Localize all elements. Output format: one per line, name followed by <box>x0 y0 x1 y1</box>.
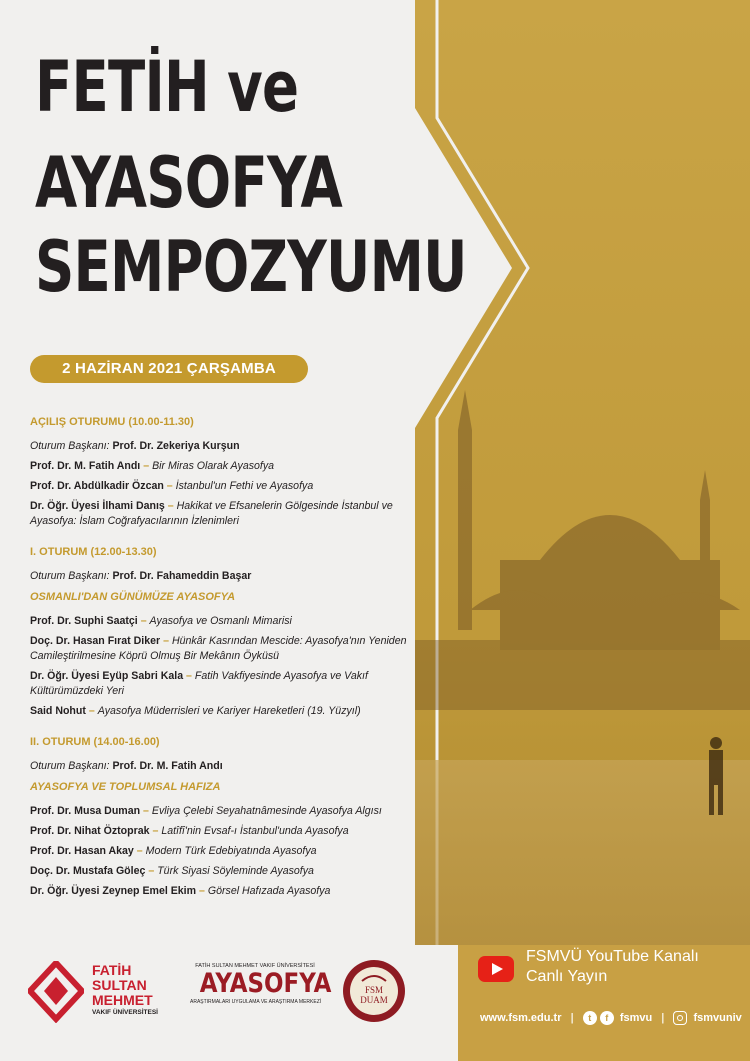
divider: | <box>661 1011 665 1024</box>
youtube-icon[interactable] <box>478 956 514 982</box>
duam-text <box>342 985 406 1005</box>
talk-title: Hünkâr Kasrından Mescide: Ayasofya'nın Yeniden Camileştirilmesine Köprü Olmuş Bir Mekânın Öyküsü <box>30 635 407 662</box>
talk-speaker: Prof. Dr. Suphi Saatçi <box>30 615 138 627</box>
session-1-title: I. OTURUM (12.00-13.30) <box>30 546 157 558</box>
talk-speaker: Dr. Öğr. Üyesi İlhami Danış <box>30 500 165 512</box>
talk-speaker: Prof. Dr. Nihat Öztoprak <box>30 825 150 837</box>
dash: – <box>143 460 150 472</box>
fsm-duam-logo <box>342 959 406 1023</box>
session-1-chair <box>30 569 415 584</box>
talk-row <box>30 704 415 719</box>
title-line-3: SEMPOZYUMU <box>35 226 467 308</box>
chair-name: Prof. Dr. Fahameddin Başar <box>112 570 252 582</box>
session-2-title: II. OTURUM (14.00-16.00) <box>30 736 160 748</box>
session-2-chair <box>30 759 415 774</box>
talk-row <box>30 844 415 859</box>
talk-row <box>30 804 415 819</box>
instagram-icon[interactable] <box>673 1011 687 1025</box>
talk-speaker: Doç. Dr. Mustafa Göleç <box>30 865 146 877</box>
website-link[interactable]: www.fsm.edu.tr <box>480 1011 562 1024</box>
talk-row <box>30 824 415 839</box>
dash: – <box>140 615 147 627</box>
duam-line-2: DUAM <box>360 995 388 1005</box>
session-0-title: AÇILIŞ OTURUMU (10.00-11.30) <box>30 416 194 428</box>
talk-row <box>30 669 415 699</box>
talk-row <box>30 459 415 474</box>
session-2-subtitle: AYASOFYA VE TOPLUMSAL HAFIZA <box>30 781 221 793</box>
talk-speaker: Dr. Öğr. Üyesi Zeynep Emel Ekim <box>30 885 197 897</box>
talk-row <box>30 864 415 879</box>
talk-speaker: Said Nohut <box>30 705 86 717</box>
dash: – <box>136 845 143 857</box>
chair-label: Oturum Başkanı: <box>30 570 110 582</box>
twitter-icon[interactable]: t <box>583 1011 597 1025</box>
title-line-2: AYASOFYA <box>35 142 342 224</box>
talk-row <box>30 499 415 529</box>
date-badge: 2 HAZİRAN 2021 ÇARŞAMBA <box>30 355 308 383</box>
dash: – <box>143 805 149 817</box>
fsm-word-2: SULTAN <box>92 977 147 993</box>
dash: – <box>152 825 159 837</box>
talk-title: Görsel Hafızada Ayasofya <box>207 885 331 897</box>
talk-speaker: Dr. Öğr. Üyesi Eyüp Sabri Kala <box>30 670 184 682</box>
ayasofya-main-text: AYASOFYA <box>199 968 332 999</box>
dash: – <box>163 635 169 647</box>
talk-speaker: Prof. Dr. Musa Duman <box>30 805 141 817</box>
dash: – <box>88 705 95 717</box>
youtube-live-label: Canlı Yayın <box>526 968 608 985</box>
dash: – <box>167 500 174 512</box>
chair-name: Prof. Dr. M. Fatih Andı <box>112 760 223 772</box>
talk-row <box>30 479 415 494</box>
chair-label: Oturum Başkanı: <box>30 760 110 772</box>
title-line-1: FETİH ve <box>35 46 299 128</box>
social-row <box>480 1011 742 1025</box>
chair-name: Prof. Dr. Zekeriya Kurşun <box>112 440 240 452</box>
program <box>30 415 415 904</box>
talk-row <box>30 884 415 899</box>
talk-title: Ayasofya ve Osmanlı Mimarisi <box>149 615 292 627</box>
talk-speaker: Prof. Dr. Hasan Akay <box>30 845 134 857</box>
session-0-chair <box>30 439 415 454</box>
dash: – <box>148 865 155 877</box>
session-1-subtitle: OSMANLI'DAN GÜNÜMÜZE AYASOFYA <box>30 591 236 603</box>
dash: – <box>186 670 192 682</box>
ayasofya-center-logo <box>190 963 332 1023</box>
fsm-emblem-icon <box>28 961 84 1023</box>
chair-label: Oturum Başkanı: <box>30 440 110 452</box>
talk-title: Bir Miras Olarak Ayasofya <box>152 460 275 472</box>
talk-title: Latîfî'nin Evsaf-ı İstanbul'unda Ayasofya <box>161 825 349 837</box>
divider: | <box>570 1011 574 1024</box>
talk-speaker: Prof. Dr. Abdülkadir Özcan <box>30 480 164 492</box>
talk-title: Hakikat ve Efsanelerin Gölgesinde İstanbul ve Ayasofya: İslam Coğrafyacılarının İzlenimleri <box>30 500 393 527</box>
handle-fsmvuniv[interactable]: fsmvuniv <box>693 1011 742 1024</box>
facebook-icon[interactable]: f <box>600 1011 614 1025</box>
dash: – <box>199 885 205 897</box>
talk-title: Fatih Vakfiyesinde Ayasofya ve Vakıf Kültürümüzdeki Yeri <box>30 670 368 697</box>
fsm-word-3: MEHMET <box>92 992 153 1008</box>
talk-row <box>30 614 415 629</box>
ground-area <box>415 760 750 945</box>
fsm-word-1: FATİH <box>92 962 132 978</box>
ayasofya-top-text: FATİH SULTAN MEHMET VAKIF ÜNİVERSİTESİ <box>195 963 315 969</box>
fsm-university-logo <box>28 961 178 1027</box>
talk-row <box>30 634 415 664</box>
dash: – <box>166 480 173 492</box>
fsm-wordmark <box>92 963 158 1017</box>
talk-title: Türk Siyasi Söyleminde Ayasofya <box>157 865 314 877</box>
talk-speaker: Doç. Dr. Hasan Fırat Diker <box>30 635 161 647</box>
talk-title: Evliya Çelebi Seyahatnâmesinde Ayasofya Algısı <box>151 805 382 817</box>
ayasofya-bottom-text: ARAŞTIRMALARI UYGULAMA VE ARAŞTIRMA MERKEZİ <box>190 999 322 1005</box>
talk-title: Modern Türk Edebiyatında Ayasofya <box>145 845 317 857</box>
duam-line-1: FSM <box>364 985 383 995</box>
fsm-word-4: VAKIF ÜNİVERSİTESİ <box>92 1009 158 1016</box>
handle-fsmvu[interactable]: fsmvu <box>619 1011 653 1024</box>
talk-speaker: Prof. Dr. M. Fatih Andı <box>30 460 141 472</box>
youtube-channel-label: FSMVÜ YouTube Kanalı <box>526 948 699 965</box>
talk-title: İstanbul'un Fethi ve Ayasofya <box>175 480 314 492</box>
talk-title: Ayasofya Müderrisleri ve Kariyer Hareketleri (19. Yüzyıl) <box>97 705 361 717</box>
